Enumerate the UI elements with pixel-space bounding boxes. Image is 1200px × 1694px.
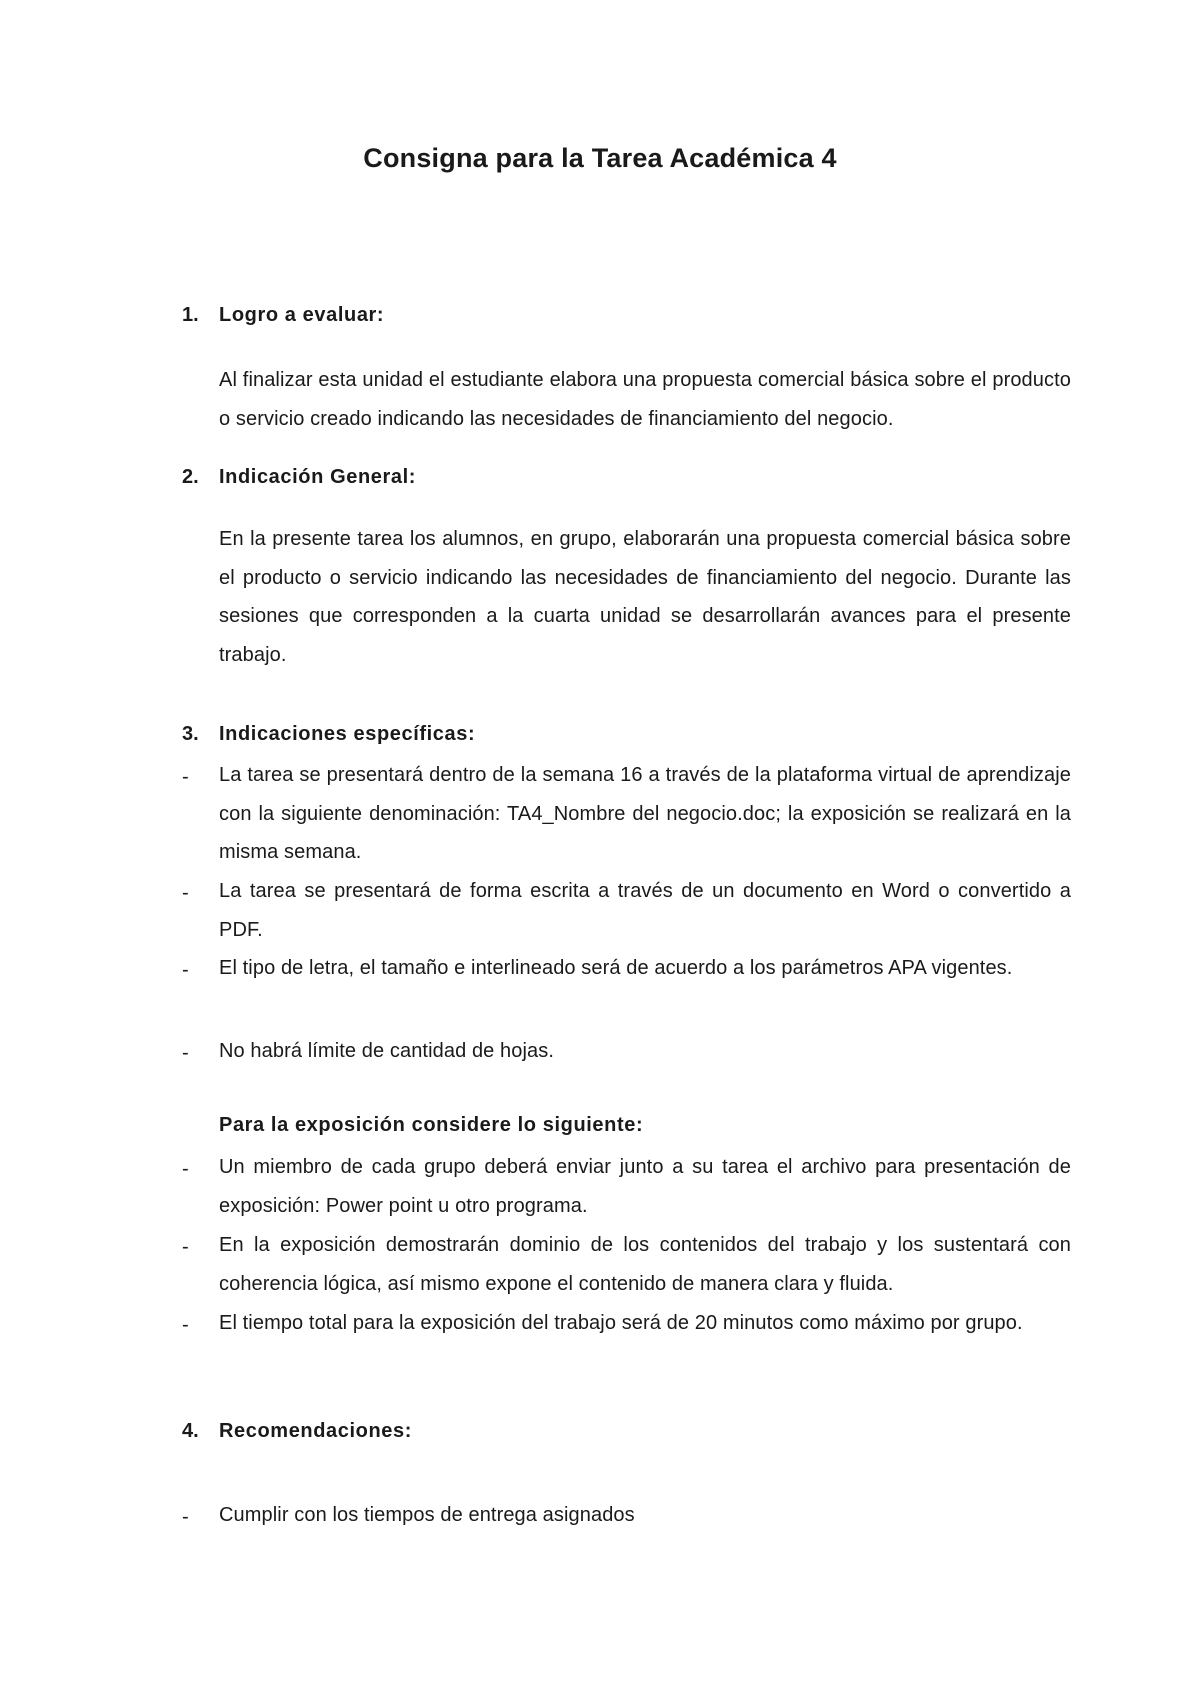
list-item: En la exposición demostrarán dominio de los contenidos del trabajo y los sustentará con coherencia lógica, así mismo expone el contenido de manera clara y fluida. (219, 1234, 1071, 1295)
section-1-paragraph: Al finalizar esta unidad el estudiante elabora una propuesta comercial básica sobre el producto o servicio creado indicando las necesidades de financiamiento del negocio. (219, 369, 1071, 430)
section-4-heading: Recomendaciones: (219, 1420, 412, 1442)
list-dash: - (182, 1506, 189, 1528)
list-item: Cumplir con los tiempos de entrega asignados (219, 1504, 635, 1526)
section-2-heading: Indicación General: (219, 466, 417, 488)
exposition-subheading: Para la exposición considere lo siguiente: (219, 1114, 644, 1136)
section-1-number: 1. (182, 304, 199, 326)
list-dash: - (182, 1236, 189, 1258)
section-3-heading: Indicaciones específicas: (219, 723, 476, 745)
list-dash: - (182, 1158, 189, 1180)
section-1-heading: Logro a evaluar: (219, 304, 385, 326)
section-2-paragraph: En la presente tarea los alumnos, en grupo, elaborarán una propuesta comercial básica sobre el producto o servicio indicando las necesidades de financiamiento del negocio. Durante las sesiones que corresponden a la cuarta unidad se desarrollarán avances para el presente trabajo. (219, 528, 1071, 666)
list-dash: - (182, 959, 189, 981)
section-3-number: 3. (182, 723, 199, 745)
list-dash: - (182, 766, 189, 788)
list-dash: - (182, 1042, 189, 1064)
section-2-number: 2. (182, 466, 199, 488)
list-item: No habrá límite de cantidad de hojas. (219, 1040, 555, 1062)
list-dash: - (182, 1314, 189, 1336)
list-item: El tiempo total para la exposición del trabajo será de 20 minutos como máximo por grupo. (219, 1312, 1023, 1334)
list-dash: - (182, 882, 189, 904)
list-item: El tipo de letra, el tamaño e interlineado será de acuerdo a los parámetros APA vigentes. (219, 957, 1013, 979)
list-item: Un miembro de cada grupo deberá enviar junto a su tarea el archivo para presentación de exposición: Power point u otro programa. (219, 1156, 1071, 1217)
section-4-number: 4. (182, 1420, 199, 1442)
list-item: La tarea se presentará dentro de la semana 16 a través de la plataforma virtual de aprendizaje con la siguiente denominación: TA4_Nombre del negocio.doc; la exposición se realizará en la misma semana. (219, 764, 1071, 863)
document-title: Consigna para la Tarea Académica 4 (363, 143, 837, 173)
list-item: La tarea se presentará de forma escrita a través de un documento en Word o convertido a PDF. (219, 880, 1071, 941)
